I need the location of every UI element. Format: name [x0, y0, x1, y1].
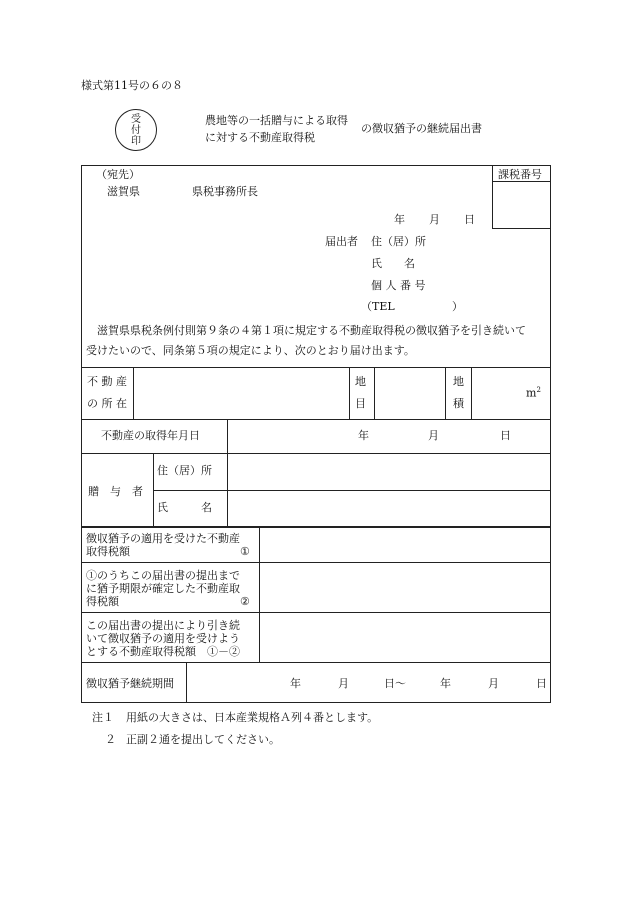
area-label-2: 積: [453, 397, 464, 410]
date-day-label: 日: [464, 213, 475, 226]
row-divider-thick: [82, 526, 550, 528]
period-start-month: 月: [338, 677, 349, 690]
tel-label: （TEL: [361, 300, 395, 313]
amount-2-field[interactable]: [260, 564, 548, 611]
date-month-label: 月: [429, 213, 440, 226]
amount-2-label-line-3: 得税額: [86, 595, 119, 608]
filer-name-label: 氏 名: [371, 257, 415, 270]
amount-1-label-line-1: 徴収猶予の適用を受けた不動産: [86, 532, 240, 545]
acquisition-day-label: 日: [500, 429, 511, 442]
title-line-2: に対する不動産取得税: [205, 131, 315, 144]
amount-1-mark: ①: [240, 545, 250, 558]
donor-address-label: 住（居）所: [157, 464, 212, 477]
amount-3-field[interactable]: [260, 614, 548, 661]
period-label: 徴収猶予継続期間: [86, 677, 174, 690]
area-unit: $m^2$: [526, 386, 541, 400]
amount-2-mark: ②: [240, 595, 250, 608]
reception-stamp: [115, 109, 157, 151]
amount-3-label-line-3: とする不動産取得税額 ①－②: [86, 645, 240, 658]
filer-id-label: 個 人 番 号: [371, 279, 426, 292]
property-location-label-2: の 所 在: [87, 397, 127, 410]
amount-2-label-line-2: に猶予期限が確定した不動産取: [86, 582, 240, 595]
note-1-prefix: 注１: [92, 711, 114, 724]
land-type-label-2: 目: [355, 397, 366, 410]
title-line-1: 農地等の一括贈与による取得: [205, 114, 348, 127]
amount-3-label-line-2: いて徴収猶予の適用を受けよう: [86, 632, 240, 645]
col-divider: [153, 453, 154, 526]
stamp-char: 印: [131, 135, 141, 147]
tax-number-field[interactable]: [492, 181, 550, 228]
amount-2-label-line-1: ①のうちこの届出書の提出まで: [86, 569, 240, 582]
row-divider: [82, 562, 550, 563]
donor-address-field[interactable]: [228, 455, 548, 488]
statement-line-1: 滋賀県県税条例付則第９条の４第１項に規定する不動産取得税の徴収猶予を引き続いて: [97, 324, 526, 337]
col-divider: [349, 367, 350, 419]
tax-number-box-bottom: [492, 228, 550, 229]
period-start-day: 日～: [384, 677, 406, 690]
property-location-label-1: 不 動 産: [87, 375, 127, 388]
acquisition-date-label: 不動産の取得年月日: [101, 429, 200, 442]
filer-address-label: 住（居）所: [371, 235, 426, 248]
period-end-day: 日: [536, 677, 547, 690]
period-start-year: 年: [290, 677, 301, 690]
area-label-1: 地: [453, 375, 464, 388]
stamp-char: 付: [131, 124, 141, 136]
title-suffix: の徴収猶予の継続届出書: [361, 122, 482, 135]
col-divider: [445, 367, 446, 419]
land-type-label-1: 地: [355, 375, 366, 388]
amount-1-label-line-2: 取得税額: [86, 545, 130, 558]
acquisition-year-label: 年: [358, 429, 369, 442]
donor-name-label: 氏 名: [157, 501, 212, 514]
note-1-text: 用紙の大きさは、日本産業規格Ａ列４番とします。: [126, 711, 379, 724]
amount-3-label-line-1: この届出書の提出により引き続: [86, 619, 240, 632]
prefecture-name: 滋賀県: [107, 185, 140, 198]
note-2-text: 正副２通を提出してください。: [126, 733, 280, 746]
addressee-label: （宛先）: [96, 168, 140, 181]
office-name: 県税事務所長: [192, 185, 258, 198]
form-number: 様式第11号の６の８: [81, 79, 183, 92]
filer-label: 届出者: [325, 235, 358, 248]
date-year-label: 年: [394, 213, 405, 226]
statement-line-2: 受けたいので、同条第５項の規定により、次のとおり届け出ます。: [86, 344, 415, 357]
land-type-field[interactable]: [375, 368, 443, 417]
property-location-field[interactable]: [134, 368, 347, 417]
period-end-month: 月: [488, 677, 499, 690]
stamp-char: 受: [131, 113, 141, 125]
row-divider: [82, 662, 550, 663]
row-divider: [153, 490, 550, 491]
row-divider: [82, 612, 550, 613]
tax-number-label: 課税番号: [498, 168, 542, 181]
filer-info-field[interactable]: [440, 230, 545, 298]
note-2-prefix: ２: [105, 733, 116, 746]
period-end-year: 年: [440, 677, 451, 690]
tel-close: ）: [452, 300, 463, 313]
donor-label: 贈 与 者: [88, 485, 143, 498]
amount-1-field[interactable]: [260, 529, 548, 562]
acquisition-month-label: 月: [428, 429, 439, 442]
donor-name-field[interactable]: [228, 492, 548, 525]
